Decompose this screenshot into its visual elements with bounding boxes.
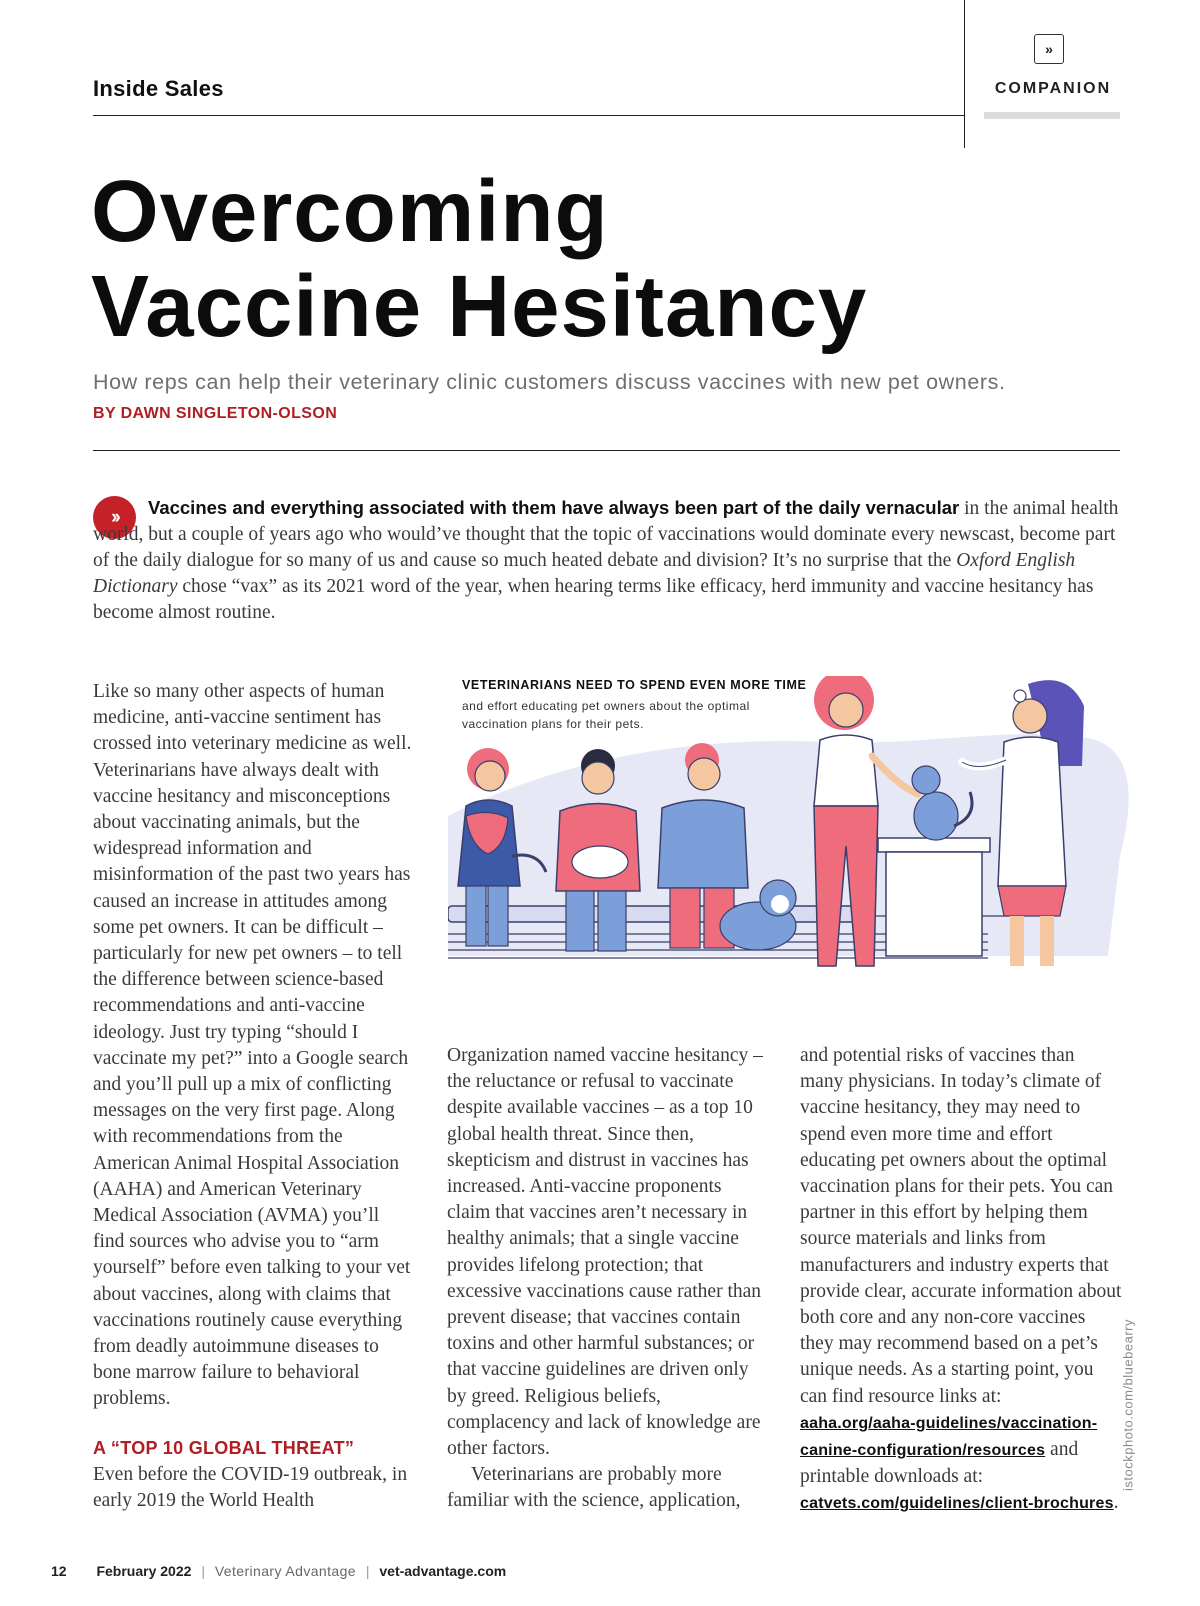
website: vet-advantage.com [379,1563,507,1579]
intro-text-1: in the animal health world, but a couple of years ago who would’ve thought that the topic of vaccinations would dominate every newscast, become part of the daily dialogue for so many of us and cause so much heated debate and division? It’s no surprise that the [93,498,1119,571]
footer-separator: | [201,1563,205,1579]
column-3 [800,1043,1122,1518]
column-3-text: and potential risks of vaccines than many physicians. In today’s climate of vaccine hesitancy, they may need to spend even more time and effort educating pet owners about the optimal vaccination plans for their pets. You can partner in this effort by helping them source materials and links from manufacturers and industry experts that provide clear, accurate information about both core and any non-core vaccines they may recommend based on a pet’s unique needs. As a starting point, you can find resource links at: [800,1045,1122,1407]
issue-date: February 2022 [96,1563,192,1579]
column-2 [447,1043,763,1515]
intro-text-2: chose “vax” as its 2021 word of the year, when hearing terms like efficacy, herd immunity and vaccine hesitancy has become almost routine. [93,576,1094,623]
section-subhead: A “TOP 10 GLOBAL THREAT” [93,1438,355,1458]
title-line-2: Vaccine Hesitancy [91,258,868,355]
companion-bar [984,112,1120,119]
figure-caption-title: VETERINARIANS NEED TO SPEND EVEN MORE TIME [462,678,807,692]
intro-lead: Vaccines and everything associated with them have always been part of the daily vernacular [148,497,960,518]
double-chevron-down-icon: » [1034,34,1064,64]
header-vertical-rule [964,0,965,148]
column-3-end: . [1113,1492,1119,1514]
column-1-paragraph-1: Like so many other aspects of human medicine, anti-vaccine sentiment has crossed into veterinary medicine as well. Veterinarians have always dealt with vaccine hesitancy and misconceptions about vaccinating animals, but the widespread information and misinformation of the past two years has caused an increase in attitudes among some pet owners. It can be difficult – particularly for new pet owners – to tell the difference between science-based recommendations and anti-vaccine ideology. Just try typing “should I vaccinate my pet?” into a Google search and you’ll pull up a mix of conflicting messages on the very first page. Along with recommendations from the American Animal Hospital Association (AAHA) and American Veterinary Medical Association (AVMA) you’ll find sources who advise you to “arm yourself” before even talking to your vet about vaccines, along with claims that vaccinations routinely cause everything from deadly autoimmune diseases to bone marrow failure to behavioral problems. [93,681,412,1410]
intro-paragraph [93,495,1120,626]
figure-caption-text: and effort educating pet owners about the optimal vaccination plans for their pets. [462,699,750,731]
column-2-paragraph-1: Organization named vaccine hesitancy – the reluctance or refusal to vaccinate despite available vaccines – as a top 10 global health threat. Since then, skepticism and distrust in vaccines has increased. Anti-vaccine proponents claim that vaccines aren’t necessary in healthy animals; that a single vaccine provides lifelong protection; that excessive vaccinations cause rather than prevent disease; that vaccines contain toxins and other harmful substances; or that vaccine guidelines are driven only by greed. Religious beliefs, complacency and lack of knowledge are other factors. [447,1045,763,1460]
magazine-name: Veterinary Advantage [214,1563,356,1579]
page-number: 12 [51,1563,67,1579]
photo-credit-text: istockphoto.com/bluebearry [1120,1319,1136,1491]
companion-label: COMPANION [994,80,1112,97]
title-line-1: Overcoming [91,163,609,260]
bench-seat [448,906,868,922]
byline-rule [93,450,1120,451]
page-footer [51,1563,506,1579]
intro-italic: Oxford English Dictionary [93,550,1076,597]
article-subtitle: How reps can help their veterinary clinic customers discuss vaccines with new pet owners. [93,370,1006,394]
column-1-paragraph-2: Even before the COVID-19 outbreak, in early 2019 the World Health [93,1464,408,1512]
header-rule [93,115,965,116]
column-2-paragraph-2: Veterinarians are probably more familiar with the science, application, [447,1464,741,1512]
footer-separator: | [365,1563,370,1579]
double-chevron-right-icon: ›› [93,496,136,539]
photo-credit [1120,1300,1136,1510]
section-label: Inside Sales [93,76,224,101]
catvets-brochures-link[interactable]: catvets.com/guidelines/client-brochures [800,1495,1114,1513]
article-title [91,164,1091,354]
aaha-resources-link[interactable]: aaha.org/aaha-guidelines/vaccination-canine-configuration/resources [800,1414,1098,1460]
column-3-mid: and printable downloads at: [800,1439,1079,1488]
byline: BY DAWN SINGLETON-OLSON [93,405,338,422]
